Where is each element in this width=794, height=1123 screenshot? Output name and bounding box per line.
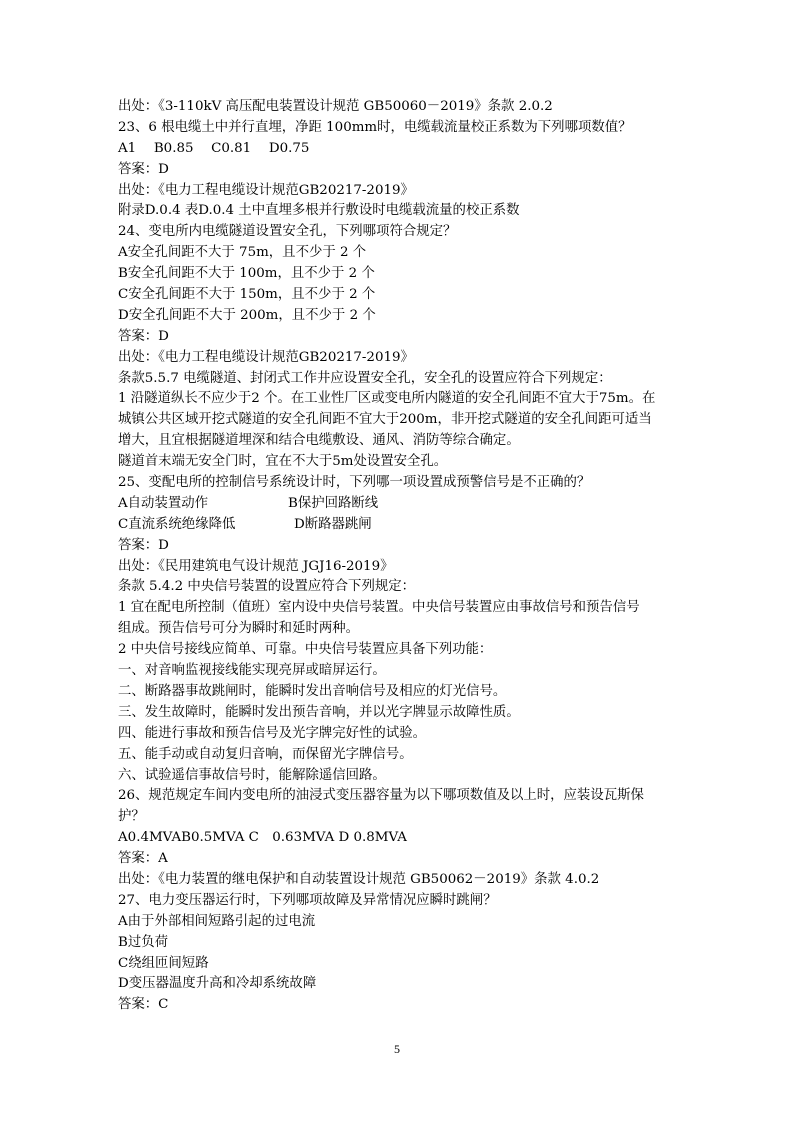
option-d: D变压器温度升高和冷却系统故障 <box>118 976 317 992</box>
text-line: 增大，且宜根据隧道埋深和结合电缆敷设、通风、消防等综合确定。 <box>118 433 520 449</box>
list-item: 六、试验遥信事故信号时，能解除遥信回路。 <box>118 767 386 783</box>
text-line: 隧道首末端无安全门时，宜在不大于5m处设置安全孔。 <box>118 454 448 470</box>
question-26: 26、规范规定车间内变电所的油浸式变压器容量为以下哪项数值及以上时，应装设瓦斯保 <box>118 788 644 804</box>
list-item: 一、对音响监视接线能实现亮屏或暗屏运行。 <box>118 663 386 679</box>
text-line: 附录D.0.4 表D.0.4 土中直埋多根并行敷设时电缆载流量的校正系数 <box>118 203 520 219</box>
list-item: 二、断路器事故跳闸时，能瞬时发出音响信号及相应的灯光信号。 <box>118 683 507 699</box>
text-line: 2 中央信号接线应简单、可靠。中央信号装置应具备下列功能： <box>118 642 493 658</box>
answer: 答案：D <box>118 161 169 177</box>
list-item: 三、发生故障时，能瞬时发出预告音响，并以光字牌显示故障性质。 <box>118 704 520 720</box>
question-25-options-row-1 <box>118 494 678 515</box>
question-25-options-row-2 <box>118 515 678 536</box>
answer: 答案：D <box>118 537 169 553</box>
option-d: D安全孔间距不大于 200m，且不少于 2 个 <box>118 307 376 323</box>
source: 出处：《电力工程电缆设计规范GB20217-2019》 <box>118 349 414 365</box>
option-c: C安全孔间距不大于 150m，且不少于 2 个 <box>118 287 376 303</box>
question-23-options: A1 B0.85 C0.81 D0.75 <box>118 140 310 156</box>
clause: 条款5.5.7 电缆隧道、封闭式工作井应设置安全孔，安全孔的设置应符合下列规定： <box>118 370 612 386</box>
text-line: 出处：《3-110kV 高压配电装置设计规范 GB50060－2019》条款 2.0.2 <box>118 99 553 114</box>
question-25: 25、变配电所的控制信号系统设计时，下列哪一项设置成预警信号是不正确的？ <box>118 475 591 491</box>
list-item: 五、能手动或自动复归音响，而保留光字牌信号。 <box>118 746 413 762</box>
document-body <box>118 97 678 1016</box>
question-26-cont: 护？ <box>118 809 145 825</box>
option-a: A由于外部相间短路引起的过电流 <box>118 913 316 929</box>
list-item: 四、能进行事故和预告信号及光字牌完好性的试验。 <box>118 725 426 741</box>
text-line: 1 沿隧道纵长不应少于2 个。在工业性厂区或变电所内隧道的安全孔间距不宜大于75m。在 <box>118 391 656 407</box>
source: 出处：《电力工程电缆设计规范GB20217-2019》 <box>118 182 414 198</box>
answer: 答案：A <box>118 851 168 867</box>
option-b: B安全孔间距不大于 100m，且不少于 2 个 <box>118 266 375 282</box>
question-23: 23、6 根电缆土中并行直埋，净距 100mm时，电缆载流量校正系数为下列哪项数值？ <box>118 119 632 135</box>
text-line: 1 宜在配电所控制（值班）室内设中央信号装置。中央信号装置应由事故信号和预告信号 <box>118 600 640 616</box>
text-line: 组成。预告信号可分为瞬时和延时两种。 <box>118 621 360 637</box>
answer: 答案：D <box>118 328 169 344</box>
question-24: 24、变电所内电缆隧道设置安全孔，下列哪项符合规定？ <box>118 224 457 240</box>
option-c: C绕组匝间短路 <box>118 955 209 971</box>
option-b: B过负荷 <box>118 934 169 950</box>
option-a: A安全孔间距不大于 75m，且不少于 2 个 <box>118 245 367 261</box>
option-c: C直流系统绝缘降低 <box>118 516 236 532</box>
page-number: 5 <box>394 1042 400 1056</box>
question-27: 27、电力变压器运行时，下列哪项故障及异常情况应瞬时跳闸？ <box>118 892 497 908</box>
clause: 条款 5.4.2 中央信号装置的设置应符合下列规定： <box>118 579 416 595</box>
answer: 答案：C <box>118 997 169 1013</box>
option-d: D断路器跳闸 <box>294 516 372 532</box>
option-a: A自动装置动作 <box>118 495 209 511</box>
question-26-options: A0.4MVAB0.5MVA C 0.63MVA D 0.8MVA <box>118 830 407 846</box>
source: 出处：《民用建筑电气设计规范 JGJ16-2019》 <box>118 558 394 574</box>
source: 出处：《电力装置的继电保护和自动装置设计规范 GB50062－2019》条款 4.0.2 <box>118 871 600 887</box>
option-b: B保护回路断线 <box>288 495 379 511</box>
text-line: 城镇公共区域开挖式隧道的安全孔间距不宜大于200m，非开挖式隧道的安全孔间距可适当 <box>118 412 652 428</box>
